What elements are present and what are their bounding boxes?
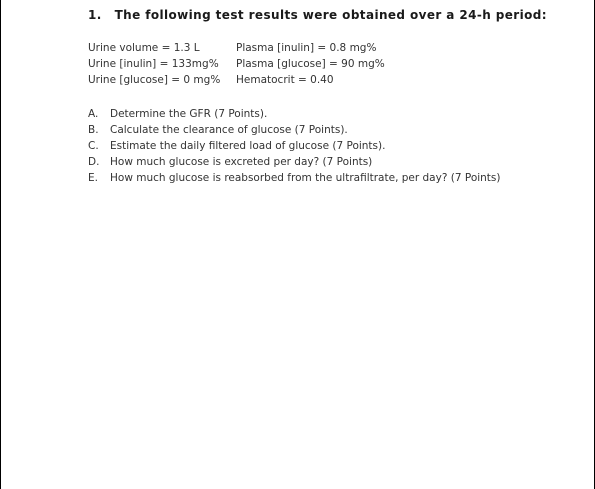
question-text: The following test results were obtained over a 24-h period: <box>114 8 547 22</box>
part-text: Determine the GFR (7 Points). <box>110 108 268 120</box>
result-row <box>88 40 416 56</box>
question-heading <box>88 8 547 22</box>
hematocrit: Hematocrit = 0.40 <box>236 74 334 86</box>
part-b <box>88 122 501 138</box>
urine-glucose: Urine [glucose] = 0 mg% <box>88 74 221 86</box>
result-row <box>88 56 416 72</box>
part-a <box>88 106 501 122</box>
part-c <box>88 138 501 154</box>
part-d <box>88 154 501 170</box>
part-letter: C. <box>88 140 99 152</box>
plasma-glucose: Plasma [glucose] = 90 mg% <box>236 58 385 70</box>
part-e <box>88 170 501 186</box>
part-letter: B. <box>88 124 99 136</box>
part-text: How much glucose is reabsorbed from the ultrafiltrate, per day? (7 Points) <box>110 172 501 184</box>
part-text: Estimate the daily filtered load of glucose (7 Points). <box>110 140 386 152</box>
urine-volume: Urine volume = 1.3 L <box>88 42 200 54</box>
test-results <box>88 40 416 88</box>
part-text: Calculate the clearance of glucose (7 Points). <box>110 124 348 136</box>
part-text: How much glucose is excreted per day? (7 Points) <box>110 156 373 168</box>
question-number: 1. <box>88 8 102 22</box>
plasma-inulin: Plasma [inulin] = 0.8 mg% <box>236 42 377 54</box>
part-letter: E. <box>88 172 98 184</box>
urine-inulin: Urine [inulin] = 133mg% <box>88 58 219 70</box>
question-parts <box>88 106 501 186</box>
part-letter: D. <box>88 156 100 168</box>
part-letter: A. <box>88 108 99 120</box>
page-edge-left <box>0 0 1 489</box>
result-row <box>88 72 416 88</box>
